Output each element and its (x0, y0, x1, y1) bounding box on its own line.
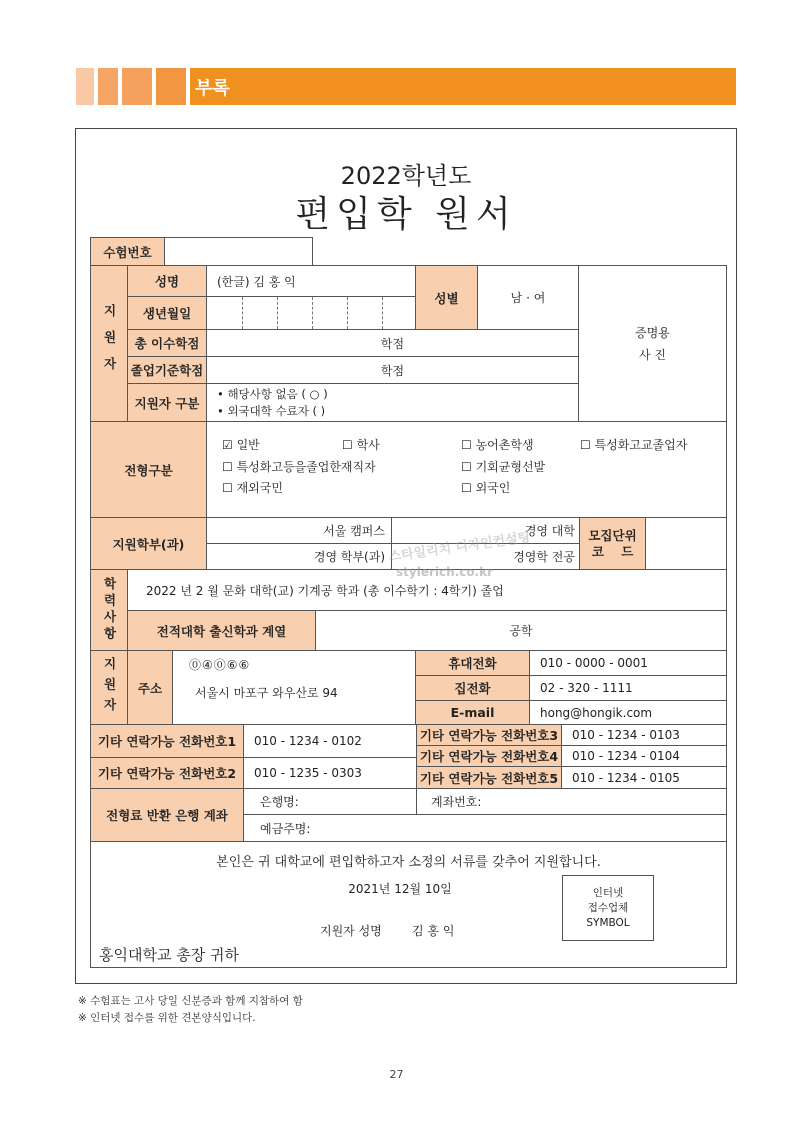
college-field[interactable]: 경영 대학 (391, 517, 580, 544)
other-phone-5-label: 기타 연락가능 전화번호5 (416, 766, 562, 789)
signer-name[interactable]: 김 홍 익 (412, 924, 455, 938)
applicant-section-label (90, 265, 128, 422)
name-field[interactable]: (한글) 김 홍 익 (206, 265, 416, 297)
selection-option[interactable]: ☐ 외국인 (461, 481, 511, 495)
contact-section-label (90, 650, 128, 725)
selection-option[interactable]: ☑ 일반 (222, 438, 260, 452)
birth-divider (312, 297, 313, 329)
header-band-block (76, 68, 94, 105)
exam-no-field[interactable] (164, 237, 313, 266)
unit-code-label: 모집단위 코 드 (579, 517, 646, 570)
photo-box[interactable] (578, 265, 727, 422)
addressee: 홍익대학교 총장 귀하 (99, 946, 239, 964)
footnote: ※ 수험표는 고사 당일 신분증과 함께 지참하여 함 (78, 995, 303, 1007)
address-label: 주소 (127, 650, 173, 725)
birth-field[interactable] (206, 296, 416, 330)
department-label: 지원학부(과) (90, 517, 207, 570)
account-holder-field[interactable]: 예금주명: (243, 814, 727, 842)
birth-divider (277, 297, 278, 329)
applicant-section-text: 지원자 (102, 303, 117, 384)
home-phone-field[interactable]: 02 - 320 - 1111 (529, 675, 727, 701)
other-phone-2-label: 기타 연락가능 전화번호2 (90, 757, 244, 789)
mobile-label: 휴대전화 (415, 650, 530, 676)
email-field[interactable]: hong@hongik.com (529, 700, 727, 725)
selection-option[interactable]: ☐ 농어촌학생 (461, 438, 534, 452)
header-band-block (122, 68, 152, 105)
declaration-text: 본인은 귀 대학교에 편입학하고자 소정의 서류를 갖추어 지원합니다. (216, 855, 601, 870)
selection-option[interactable]: ☐ 특성화고등을졸업한재직자 (222, 460, 376, 474)
exam-no-label: 수험번호 (90, 237, 165, 266)
header-band-block (98, 68, 118, 105)
application-date: 2021년 12월 10일 (348, 882, 452, 896)
other-phone-3-label: 기타 연락가능 전화번호3 (416, 724, 562, 746)
form-title: 편입학 원서 (295, 194, 517, 235)
credits-label: 총 이수학점 (127, 329, 207, 357)
gender-field[interactable]: 남 · 여 (477, 265, 579, 330)
header-band-block (156, 68, 186, 105)
education-section-text: 학력사항 (102, 577, 117, 643)
address-text[interactable]: 서울시 마포구 와우산로 94 (195, 686, 338, 700)
bank-name-field[interactable]: 은행명: (243, 788, 417, 815)
other-phone-4-field[interactable]: 010 - 1234 - 0104 (561, 745, 727, 767)
page-number: 27 (389, 1068, 404, 1081)
selection-label: 전형구분 (90, 421, 207, 518)
watermark-url: stylerich.co.kr (396, 565, 494, 579)
birth-divider (382, 297, 383, 329)
account-no-field[interactable]: 계좌번호: (416, 788, 727, 815)
mobile-field[interactable]: 010 - 0000 - 0001 (529, 650, 727, 676)
selection-option[interactable]: ☐ 특성화고교졸업자 (580, 438, 688, 452)
appendix-title: 부록 (195, 78, 230, 99)
selection-option[interactable]: ☐ 기회균형선발 (461, 460, 546, 474)
watermark-text: 스타일리치 디자인컨설팅 (387, 530, 532, 565)
selection-option[interactable]: ☐ 재외국민 (222, 481, 283, 495)
header-band (190, 68, 736, 105)
credits-field[interactable]: 학점 (206, 329, 579, 357)
contact-section-text: 지원자 (102, 656, 117, 719)
birth-divider (347, 297, 348, 329)
name-label: 성명 (127, 265, 207, 297)
applicant-type-field[interactable] (206, 383, 579, 422)
other-phone-1-label: 기타 연락가능 전화번호1 (90, 724, 244, 758)
applicant-type-option[interactable]: • 해당사항 없음 ( ○ ) (217, 386, 328, 401)
home-phone-label: 집전화 (415, 675, 530, 701)
email-label: E-mail (415, 700, 530, 725)
grad-credits-label: 졸업기준학점 (127, 356, 207, 384)
other-phone-2-field[interactable]: 010 - 1235 - 0303 (243, 757, 417, 789)
applicant-type-label: 지원자 구분 (127, 383, 207, 422)
zip-code[interactable]: ⓪④⓪⑥⑥ (189, 658, 251, 672)
refund-label: 전형료 반환 은행 계좌 (90, 788, 244, 842)
photo-label-2: 사 진 (639, 347, 666, 362)
birth-label: 생년월일 (127, 296, 207, 330)
birth-divider (242, 297, 243, 329)
prev-major-field[interactable]: 공학 (315, 610, 727, 651)
symbol-box: 인터넷 접수업체 SYMBOL (562, 875, 654, 941)
footnote: ※ 인터넷 접수를 위한 견본양식입니다. (78, 1012, 256, 1024)
unit-code-field[interactable] (645, 517, 727, 570)
selection-option[interactable]: ☐ 학사 (342, 438, 380, 452)
photo-label-1: 증명용 (635, 325, 670, 340)
form-year: 2022학년도 (340, 162, 472, 190)
other-phone-5-field[interactable]: 010 - 1234 - 0105 (561, 766, 727, 789)
major-field[interactable]: 경영학 전공 (391, 543, 580, 570)
signer-label: 지원자 성명 (320, 924, 382, 938)
division-field[interactable]: 경영 학부(과) (206, 543, 392, 570)
graduation-field[interactable]: 2022 년 2 월 문화 대학(교) 기계공 학과 (총 이수학기 : 4학기) 졸업 (127, 569, 727, 611)
campus-field[interactable]: 서울 캠퍼스 (206, 517, 392, 544)
other-phone-4-label: 기타 연락가능 전화번호4 (416, 745, 562, 767)
grad-credits-field[interactable]: 학점 (206, 356, 579, 384)
education-section-label (90, 569, 128, 651)
other-phone-1-field[interactable]: 010 - 1234 - 0102 (243, 724, 417, 758)
applicant-type-option[interactable]: • 외국대학 수료자 ( ) (217, 403, 326, 418)
other-phone-3-field[interactable]: 010 - 1234 - 0103 (561, 724, 727, 746)
gender-label: 성별 (415, 265, 478, 330)
prev-major-label: 전적대학 출신학과 계열 (127, 610, 316, 651)
